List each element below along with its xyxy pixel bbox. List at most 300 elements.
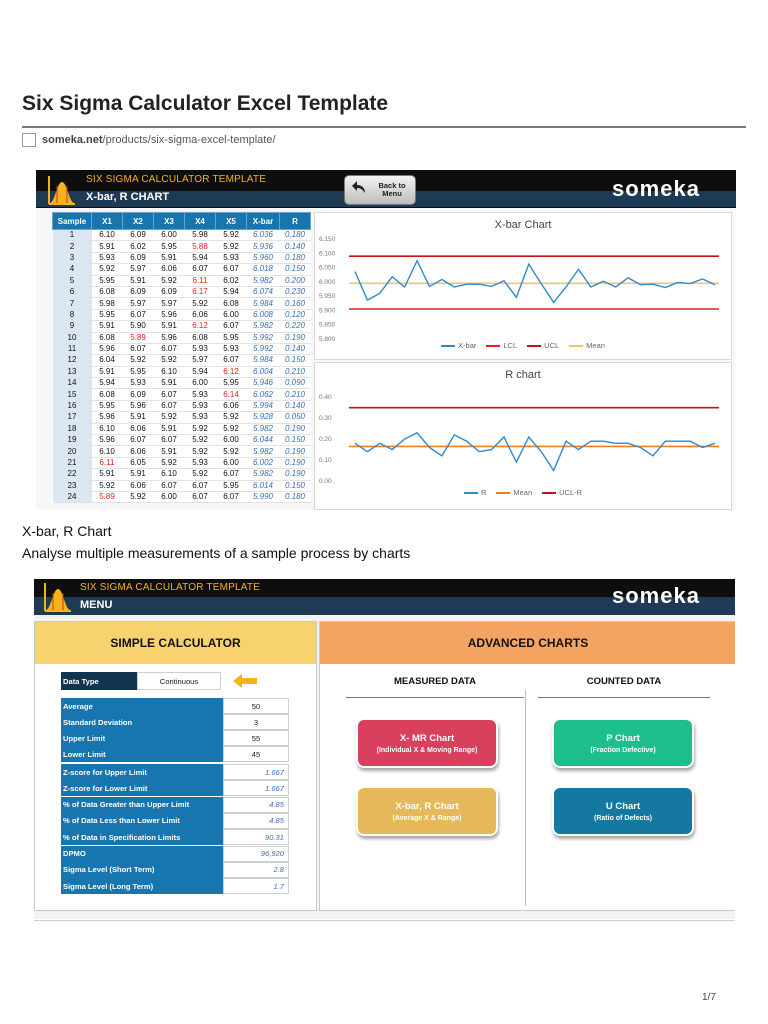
input-value[interactable]: 50 xyxy=(223,698,289,714)
table-row xyxy=(53,252,311,263)
table-cell: 6.06 xyxy=(123,480,154,491)
table-cell: 6.08 xyxy=(185,332,216,343)
table-cell: 5.92 xyxy=(216,412,247,423)
table-cell: 6.07 xyxy=(185,264,216,275)
table-cell: 5.92 xyxy=(92,264,123,275)
table-header-cell: X5 xyxy=(216,213,247,230)
table-cell: 6.00 xyxy=(216,457,247,468)
simple-calculator-panel xyxy=(34,621,317,911)
table-cell: 5.91 xyxy=(123,412,154,423)
table-cell: 5.91 xyxy=(154,252,185,263)
table-cell: 3 xyxy=(53,252,92,263)
table-cell: 5.96 xyxy=(154,332,185,343)
data-type-label: Data Type xyxy=(61,672,137,690)
table-cell: 6.00 xyxy=(216,435,247,446)
table-row xyxy=(53,321,311,332)
table-cell: 6.044 xyxy=(247,435,280,446)
table-cell: 5.984 xyxy=(247,298,280,309)
series-line-r xyxy=(355,433,715,471)
table-cell: 5.91 xyxy=(92,321,123,332)
table-row xyxy=(53,309,311,320)
table-row xyxy=(53,332,311,343)
table-row xyxy=(53,366,311,377)
output-value: 96,920 xyxy=(223,846,289,862)
table-cell: 0.150 xyxy=(280,355,311,366)
table-cell: 0.190 xyxy=(280,457,311,468)
table-cell: 5.992 xyxy=(247,343,280,354)
table-cell: 6.036 xyxy=(247,230,280,241)
table-row xyxy=(53,435,311,446)
legend-item xyxy=(542,488,582,497)
table-cell: 5.92 xyxy=(185,435,216,446)
table-cell: 6.14 xyxy=(216,389,247,400)
table-cell: 6.008 xyxy=(247,309,280,320)
table-cell: 0.190 xyxy=(280,423,311,434)
output-label: % of Data Less than Lower Limit xyxy=(61,813,223,829)
table-cell: 6.018 xyxy=(247,264,280,275)
xbar-r-chart-button[interactable] xyxy=(356,786,498,836)
simple-calculator-title: SIMPLE CALCULATOR xyxy=(35,622,316,664)
x-mr-chart-label: X- MR Chart xyxy=(399,732,455,744)
table-cell: 5.90 xyxy=(123,321,154,332)
table-cell: 0.200 xyxy=(280,275,311,286)
table-cell: 6.10 xyxy=(154,366,185,377)
legend-item xyxy=(569,341,605,350)
table-cell: 0.150 xyxy=(280,264,311,275)
table-cell: 6.07 xyxy=(216,469,247,480)
data-type-select[interactable]: Continuous xyxy=(137,672,221,690)
table-cell: 5.96 xyxy=(92,412,123,423)
output-value: 1.667 xyxy=(223,780,289,796)
measured-data-heading: MEASURED DATA xyxy=(394,676,476,687)
xbar-r-chart-screenshot xyxy=(36,170,736,510)
table-row xyxy=(53,378,311,389)
table-cell: 5.982 xyxy=(247,423,280,434)
table-cell: 5.97 xyxy=(154,298,185,309)
y-tick-label: 5.850 xyxy=(319,321,336,329)
table-cell: 6.10 xyxy=(92,446,123,457)
bell-curve-logo-icon xyxy=(46,174,76,206)
y-tick-label: 5.800 xyxy=(319,336,336,343)
table-cell: 9 xyxy=(53,321,92,332)
legend-swatch xyxy=(542,492,556,494)
p-chart-button[interactable] xyxy=(552,718,694,768)
table-cell: 5.91 xyxy=(123,275,154,286)
table-cell: 6.07 xyxy=(216,355,247,366)
legend-label: Mean xyxy=(513,488,533,497)
r-chart-legend xyxy=(315,488,731,497)
table-cell: 5.984 xyxy=(247,355,280,366)
input-value[interactable]: 3 xyxy=(223,714,289,730)
output-value: 1.7 xyxy=(223,878,289,894)
table-cell: 6.10 xyxy=(154,469,185,480)
output-label: Z-score for Lower Limit xyxy=(61,780,223,796)
table-cell: 5.95 xyxy=(154,241,185,252)
table-cell: 6.10 xyxy=(92,423,123,434)
table-cell: 0.180 xyxy=(280,230,311,241)
u-chart-label: U Chart xyxy=(605,800,641,812)
source-url[interactable] xyxy=(22,130,276,150)
xbar-chart-legend xyxy=(315,341,731,350)
link-icon xyxy=(22,133,36,147)
table-row xyxy=(53,457,311,468)
table-cell: 5.95 xyxy=(92,309,123,320)
table-cell: 5.93 xyxy=(185,457,216,468)
table-row xyxy=(53,446,311,457)
table-cell: 16 xyxy=(53,400,92,411)
table-cell: 5.91 xyxy=(92,366,123,377)
table-cell: 6.00 xyxy=(216,309,247,320)
table-cell: 5.88 xyxy=(185,241,216,252)
table-cell: 5.93 xyxy=(92,252,123,263)
y-tick-label: 6.100 xyxy=(319,250,336,258)
table-cell: 6.08 xyxy=(216,298,247,309)
table-cell: 5.96 xyxy=(123,400,154,411)
table-cell: 4 xyxy=(53,264,92,275)
table-cell: 5.96 xyxy=(92,435,123,446)
table-cell: 6.02 xyxy=(123,241,154,252)
table-cell: 0.220 xyxy=(280,321,311,332)
advanced-charts-panel xyxy=(319,621,735,911)
back-button-label: Back to Menu xyxy=(378,181,406,198)
table-cell: 6.05 xyxy=(123,457,154,468)
table-cell: 5.92 xyxy=(154,457,185,468)
y-tick-label: 6.050 xyxy=(319,264,336,272)
table-cell: 11 xyxy=(53,343,92,354)
legend-item xyxy=(496,488,532,497)
table-cell: 6.09 xyxy=(123,230,154,241)
table-cell: 6.06 xyxy=(123,423,154,434)
y-tick-label: 0.00 xyxy=(319,478,332,485)
output-value: 1.667 xyxy=(223,764,289,780)
output-label: DPMO xyxy=(61,846,223,862)
someka-logo: someka xyxy=(612,583,700,608)
table-cell: 5.91 xyxy=(154,446,185,457)
input-row xyxy=(61,746,289,762)
table-cell: 5.982 xyxy=(247,275,280,286)
table-cell: 7 xyxy=(53,298,92,309)
legend-swatch xyxy=(486,345,500,347)
table-cell: 1 xyxy=(53,230,92,241)
table-cell: 20 xyxy=(53,446,92,457)
table-cell: 6.10 xyxy=(92,230,123,241)
table-row xyxy=(53,343,311,354)
table-cell: 6.02 xyxy=(216,275,247,286)
u-chart-sublabel: (Ratio of Defects) xyxy=(594,814,652,822)
bell-curve-logo-icon xyxy=(42,581,72,613)
table-cell: 5.91 xyxy=(92,241,123,252)
output-value: 4.85 xyxy=(223,813,289,829)
table-cell: 5.91 xyxy=(154,321,185,332)
table-cell: 5.91 xyxy=(92,469,123,480)
table-header-cell: Sample xyxy=(53,213,92,230)
counted-divider xyxy=(538,697,710,698)
legend-item xyxy=(486,341,517,350)
table-cell: 0.050 xyxy=(280,412,311,423)
output-row xyxy=(61,878,289,894)
table-cell: 6.07 xyxy=(154,389,185,400)
table-cell: 6.00 xyxy=(185,378,216,389)
table-cell: 6.08 xyxy=(92,389,123,400)
table-cell: 5.95 xyxy=(123,366,154,377)
table-cell: 6.09 xyxy=(123,252,154,263)
table-cell: 5.928 xyxy=(247,412,280,423)
table-cell: 6.06 xyxy=(185,309,216,320)
document-title: Six Sigma Calculator Excel Template xyxy=(22,92,389,115)
table-cell: 6.014 xyxy=(247,480,280,491)
xbar-chart-panel xyxy=(314,212,732,360)
table-cell: 0.210 xyxy=(280,389,311,400)
table-cell: 0.140 xyxy=(280,343,311,354)
y-tick-label: 6.150 xyxy=(319,236,336,243)
table-cell: 6.07 xyxy=(123,343,154,354)
legend-item xyxy=(441,341,476,350)
table-cell: 0.140 xyxy=(280,241,311,252)
template-label: SIX SIGMA CALCULATOR TEMPLATE xyxy=(80,582,261,593)
table-cell: 5.97 xyxy=(123,298,154,309)
output-row xyxy=(61,780,289,796)
x-mr-chart-sublabel: (Individual X & Moving Range) xyxy=(376,746,478,754)
input-value[interactable]: 55 xyxy=(223,730,289,746)
table-cell: 5.982 xyxy=(247,446,280,457)
table-cell: 5.95 xyxy=(216,480,247,491)
back-arrow-icon xyxy=(351,179,369,202)
menu-title: MENU xyxy=(80,599,113,611)
table-cell: 5.94 xyxy=(185,252,216,263)
table-cell: 5.94 xyxy=(216,286,247,297)
table-cell: 6.07 xyxy=(154,480,185,491)
y-tick-label: 0.20 xyxy=(319,436,332,444)
table-cell: 0.090 xyxy=(280,378,311,389)
table-row xyxy=(53,230,311,241)
measured-divider xyxy=(346,697,524,698)
legend-item xyxy=(464,488,486,497)
table-cell: 5.92 xyxy=(185,298,216,309)
sheet-title: X-bar, R CHART xyxy=(86,191,170,203)
table-cell: 5.96 xyxy=(92,343,123,354)
data-type-row xyxy=(61,672,221,690)
legend-label: Mean xyxy=(586,341,605,350)
y-tick-label: 5.950 xyxy=(319,293,336,301)
legend-swatch xyxy=(441,345,455,347)
advanced-charts-title: ADVANCED CHARTS xyxy=(320,622,735,664)
table-cell: 5.93 xyxy=(185,389,216,400)
table-cell: 5.89 xyxy=(92,491,123,502)
table-cell: 5.92 xyxy=(216,230,247,241)
table-cell: 5.95 xyxy=(92,275,123,286)
table-cell: 6.00 xyxy=(154,491,185,502)
input-label: Standard Deviation xyxy=(61,714,223,730)
page-number: 1/7 xyxy=(702,992,716,1003)
table-cell: 0.160 xyxy=(280,298,311,309)
table-cell: 17 xyxy=(53,412,92,423)
table-cell: 6.06 xyxy=(154,264,185,275)
table-cell: 5.92 xyxy=(154,275,185,286)
table-row xyxy=(53,412,311,423)
legend-label: R xyxy=(480,488,487,497)
table-cell: 5.89 xyxy=(123,332,154,343)
table-cell: 6 xyxy=(53,286,92,297)
y-tick-label: 6.000 xyxy=(319,278,336,286)
table-cell: 0.150 xyxy=(280,480,311,491)
table-cell: 6.002 xyxy=(247,457,280,468)
table-cell: 6.04 xyxy=(92,355,123,366)
table-cell: 12 xyxy=(53,355,92,366)
table-cell: 5.92 xyxy=(123,491,154,502)
y-tick-label: 0.10 xyxy=(319,457,332,465)
table-cell: 5.93 xyxy=(123,378,154,389)
legend-label: UCL xyxy=(544,341,560,350)
title-divider xyxy=(22,126,746,128)
p-chart-label: P Chart xyxy=(606,732,640,744)
output-label: % of Data Greater than Upper Limit xyxy=(61,797,223,813)
table-header-cell: X4 xyxy=(185,213,216,230)
table-cell: 6.07 xyxy=(154,343,185,354)
table-cell: 5.93 xyxy=(185,412,216,423)
output-row xyxy=(61,764,289,780)
table-cell: 14 xyxy=(53,378,92,389)
table-cell: 0.190 xyxy=(280,446,311,457)
input-row xyxy=(61,698,289,714)
legend-item xyxy=(527,341,559,350)
table-cell: 5.95 xyxy=(92,400,123,411)
table-cell: 5.992 xyxy=(247,332,280,343)
table-header-cell: X2 xyxy=(123,213,154,230)
table-cell: 0.180 xyxy=(280,491,311,502)
input-label: Upper Limit xyxy=(61,730,223,746)
input-value[interactable]: 45 xyxy=(223,746,289,762)
table-cell: 2 xyxy=(53,241,92,252)
table-cell: 5.94 xyxy=(185,366,216,377)
y-tick-label: 5.900 xyxy=(319,307,336,315)
section-divider xyxy=(34,920,735,921)
table-cell: 21 xyxy=(53,457,92,468)
series-line-x-bar xyxy=(355,261,715,303)
output-label: % of Data in Specification Limits xyxy=(61,829,223,845)
output-row xyxy=(61,797,289,813)
table-cell: 6.062 xyxy=(247,389,280,400)
table-cell: 23 xyxy=(53,480,92,491)
table-header-cell: X1 xyxy=(92,213,123,230)
table-cell: 5.960 xyxy=(247,252,280,263)
table-cell: 6.09 xyxy=(123,389,154,400)
table-cell: 5.982 xyxy=(247,469,280,480)
table-cell: 5.994 xyxy=(247,400,280,411)
xbar-r-chart-sublabel: (Average X & Range) xyxy=(392,814,462,822)
someka-logo: someka xyxy=(612,176,700,201)
table-cell: 6.09 xyxy=(123,286,154,297)
menu-screenshot xyxy=(34,579,735,919)
table-cell: 5.96 xyxy=(154,309,185,320)
table-cell: 10 xyxy=(53,332,92,343)
template-label: SIX SIGMA CALCULATOR TEMPLATE xyxy=(86,174,267,185)
table-cell: 13 xyxy=(53,366,92,377)
table-cell: 5.92 xyxy=(185,423,216,434)
table-cell: 6.004 xyxy=(247,366,280,377)
table-cell: 6.07 xyxy=(185,480,216,491)
legend-swatch xyxy=(464,492,478,494)
table-cell: 5.92 xyxy=(154,355,185,366)
input-label: Average xyxy=(61,698,223,714)
back-to-menu-button[interactable] xyxy=(344,175,416,205)
table-cell: 5.946 xyxy=(247,378,280,389)
output-label: Sigma Level (Short Term) xyxy=(61,862,223,878)
table-cell: 0.180 xyxy=(280,252,311,263)
table-cell: 5.92 xyxy=(154,412,185,423)
table-row xyxy=(53,389,311,400)
table-cell: 0.120 xyxy=(280,309,311,320)
table-cell: 6.07 xyxy=(123,309,154,320)
table-cell: 5.97 xyxy=(123,264,154,275)
caption-title: X-bar, R Chart xyxy=(22,523,112,539)
counted-data-heading: COUNTED DATA xyxy=(586,676,662,687)
column-divider xyxy=(525,690,526,906)
x-mr-chart-button[interactable] xyxy=(356,718,498,768)
table-cell: 5.990 xyxy=(247,491,280,502)
table-cell: 5.92 xyxy=(185,446,216,457)
table-header-cell: X3 xyxy=(154,213,185,230)
r-chart-title: R chart xyxy=(505,369,541,381)
table-cell: 5.93 xyxy=(185,343,216,354)
output-row xyxy=(61,862,289,878)
table-cell: 0.140 xyxy=(280,400,311,411)
table-cell: 5.93 xyxy=(185,400,216,411)
table-cell: 5.97 xyxy=(185,355,216,366)
table-cell: 5.92 xyxy=(185,469,216,480)
table-header-cell: X-bar xyxy=(247,213,280,230)
input-row xyxy=(61,730,289,746)
table-row xyxy=(53,241,311,252)
table-cell: 8 xyxy=(53,309,92,320)
table-cell: 5 xyxy=(53,275,92,286)
legend-swatch xyxy=(496,492,510,494)
legend-swatch xyxy=(569,345,583,347)
legend-label: UCL-R xyxy=(559,488,583,497)
url-path: /products/six-sigma-excel-template/ xyxy=(102,134,276,146)
table-cell: 6.07 xyxy=(123,435,154,446)
table-cell: 5.94 xyxy=(92,378,123,389)
table-row xyxy=(53,264,311,275)
table-header-cell: R xyxy=(280,213,311,230)
table-cell: 5.92 xyxy=(216,446,247,457)
table-cell: 5.91 xyxy=(123,469,154,480)
table-cell: 6.06 xyxy=(216,400,247,411)
input-label: Lower Limit xyxy=(61,746,223,762)
table-row xyxy=(53,469,311,480)
y-tick-label: 0.40 xyxy=(319,394,332,402)
table-row xyxy=(53,491,311,502)
output-value: 90.31 xyxy=(223,829,289,845)
legend-label: X-bar xyxy=(458,341,477,350)
table-cell: 5.95 xyxy=(216,332,247,343)
table-cell: 5.93 xyxy=(216,343,247,354)
sample-data-table xyxy=(52,212,311,503)
table-cell: 6.11 xyxy=(185,275,216,286)
table-row xyxy=(53,480,311,491)
u-chart-button[interactable] xyxy=(552,786,694,836)
table-cell: 6.00 xyxy=(154,230,185,241)
table-row xyxy=(53,400,311,411)
xbar-chart-title: X-bar Chart xyxy=(494,219,552,231)
output-label: Sigma Level (Long Term) xyxy=(61,878,223,894)
table-cell: 6.07 xyxy=(185,491,216,502)
table-row xyxy=(53,275,311,286)
p-chart-sublabel: (Fraction Defective) xyxy=(590,746,656,754)
table-cell: 6.12 xyxy=(185,321,216,332)
table-cell: 0.210 xyxy=(280,366,311,377)
output-row xyxy=(61,829,289,845)
table-cell: 5.91 xyxy=(154,423,185,434)
